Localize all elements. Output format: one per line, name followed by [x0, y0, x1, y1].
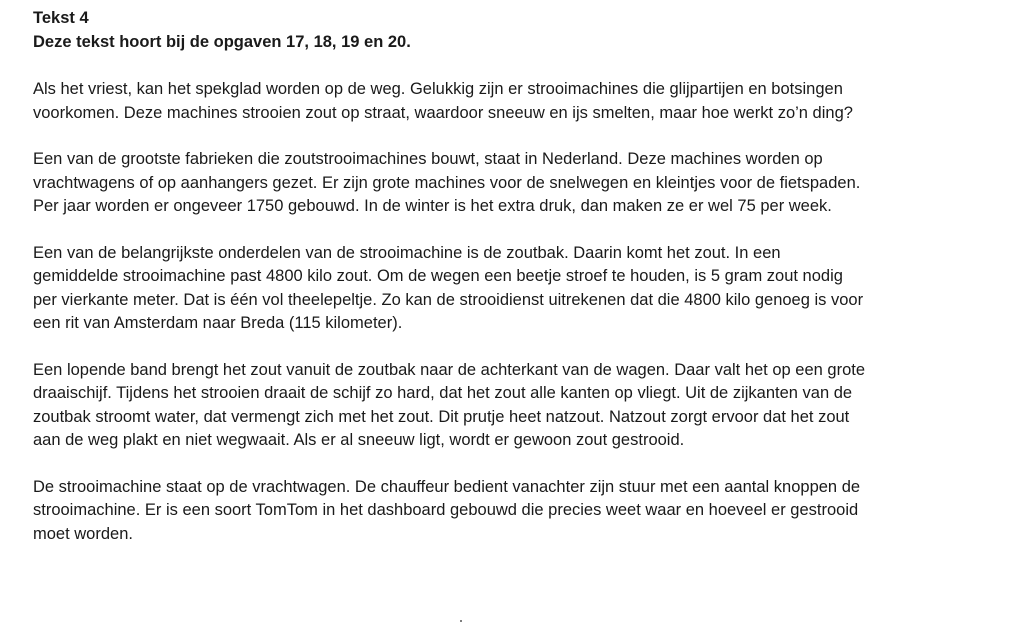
scan-speck	[460, 620, 462, 622]
paragraph-line: zoutbak stroomt water, dat vermengt zich met het zout. Dit prutje heet natzout. Natzout zorgt ervoor dat het zout	[33, 407, 850, 426]
paragraph-line: Per jaar worden er ongeveer 1750 gebouwd. In de winter is het extra druk, dan maken ze er wel 75 per week.	[33, 197, 832, 215]
paragraph-2	[33, 148, 999, 219]
paragraph-line: aan de weg plakt en niet wegwaait. Als er al sneeuw ligt, wordt er gewoon zout gestrooid.	[33, 431, 685, 449]
paragraph-3	[33, 242, 999, 336]
paragraph-line: Als het vriest, kan het spekglad worden op de weg. Gelukkig zijn er strooimachines die glijpartijen en botsingen	[33, 80, 843, 98]
paragraph-1	[33, 78, 999, 125]
paragraph-line: vrachtwagens of op aanhangers gezet. Er zijn grote machines voor de snelwegen en kleintjes voor de fietspaden.	[33, 173, 861, 192]
paragraph-line: gemiddelde strooimachine past 4800 kilo zout. Om de wegen een beetje stroef te houden, is 5 gram zout nodig	[33, 267, 843, 285]
paragraph-line: Een van de grootste fabrieken die zoutstrooimachines bouwt, staat in Nederland. Deze machines worden op	[33, 150, 823, 168]
text-subtitle: Deze tekst hoort bij de opgaven 17, 18, 19 en 20.	[33, 33, 411, 51]
paragraph-line: De strooimachine staat op de vrachtwagen. De chauffeur bedient vanachter zijn stuur met een aantal knoppen de	[33, 477, 861, 496]
article-body	[33, 78, 999, 546]
paragraph-line: Een lopende band brengt het zout vanuit de zoutbak naar de achterkant van de wagen. Daar valt het op een grote	[33, 360, 866, 379]
text-title: Tekst 4	[33, 9, 89, 27]
paragraph-line: strooimachine. Er is een soort TomTom in het dashboard gebouwd die precies weet waar en hoeveel er gestrooid	[33, 501, 859, 519]
paragraph-line: per vierkante meter. Dat is één vol theelepeltje. Zo kan de strooidienst uitrekenen dat die 4800 kilo genoeg is voor	[33, 290, 864, 309]
paragraph-line: moet worden.	[33, 524, 133, 543]
paragraph-5	[33, 476, 999, 547]
paragraph-line: Een van de belangrijkste onderdelen van de strooimachine is de zoutbak. Daarin komt het zout. In een	[33, 243, 781, 262]
paragraph-line: een rit van Amsterdam naar Breda (115 kilometer).	[33, 314, 403, 332]
paragraph-line: voorkomen. Deze machines strooien zout op straat, waardoor sneeuw en ijs smelten, maar hoe werkt zo’n ding?	[33, 103, 853, 122]
paragraph-4	[33, 359, 999, 453]
paragraph-line: draaischijf. Tijdens het strooien draait de schijf zo hard, dat het zout alle kanten op vliegt. Uit de zijkanten van de	[33, 384, 853, 402]
